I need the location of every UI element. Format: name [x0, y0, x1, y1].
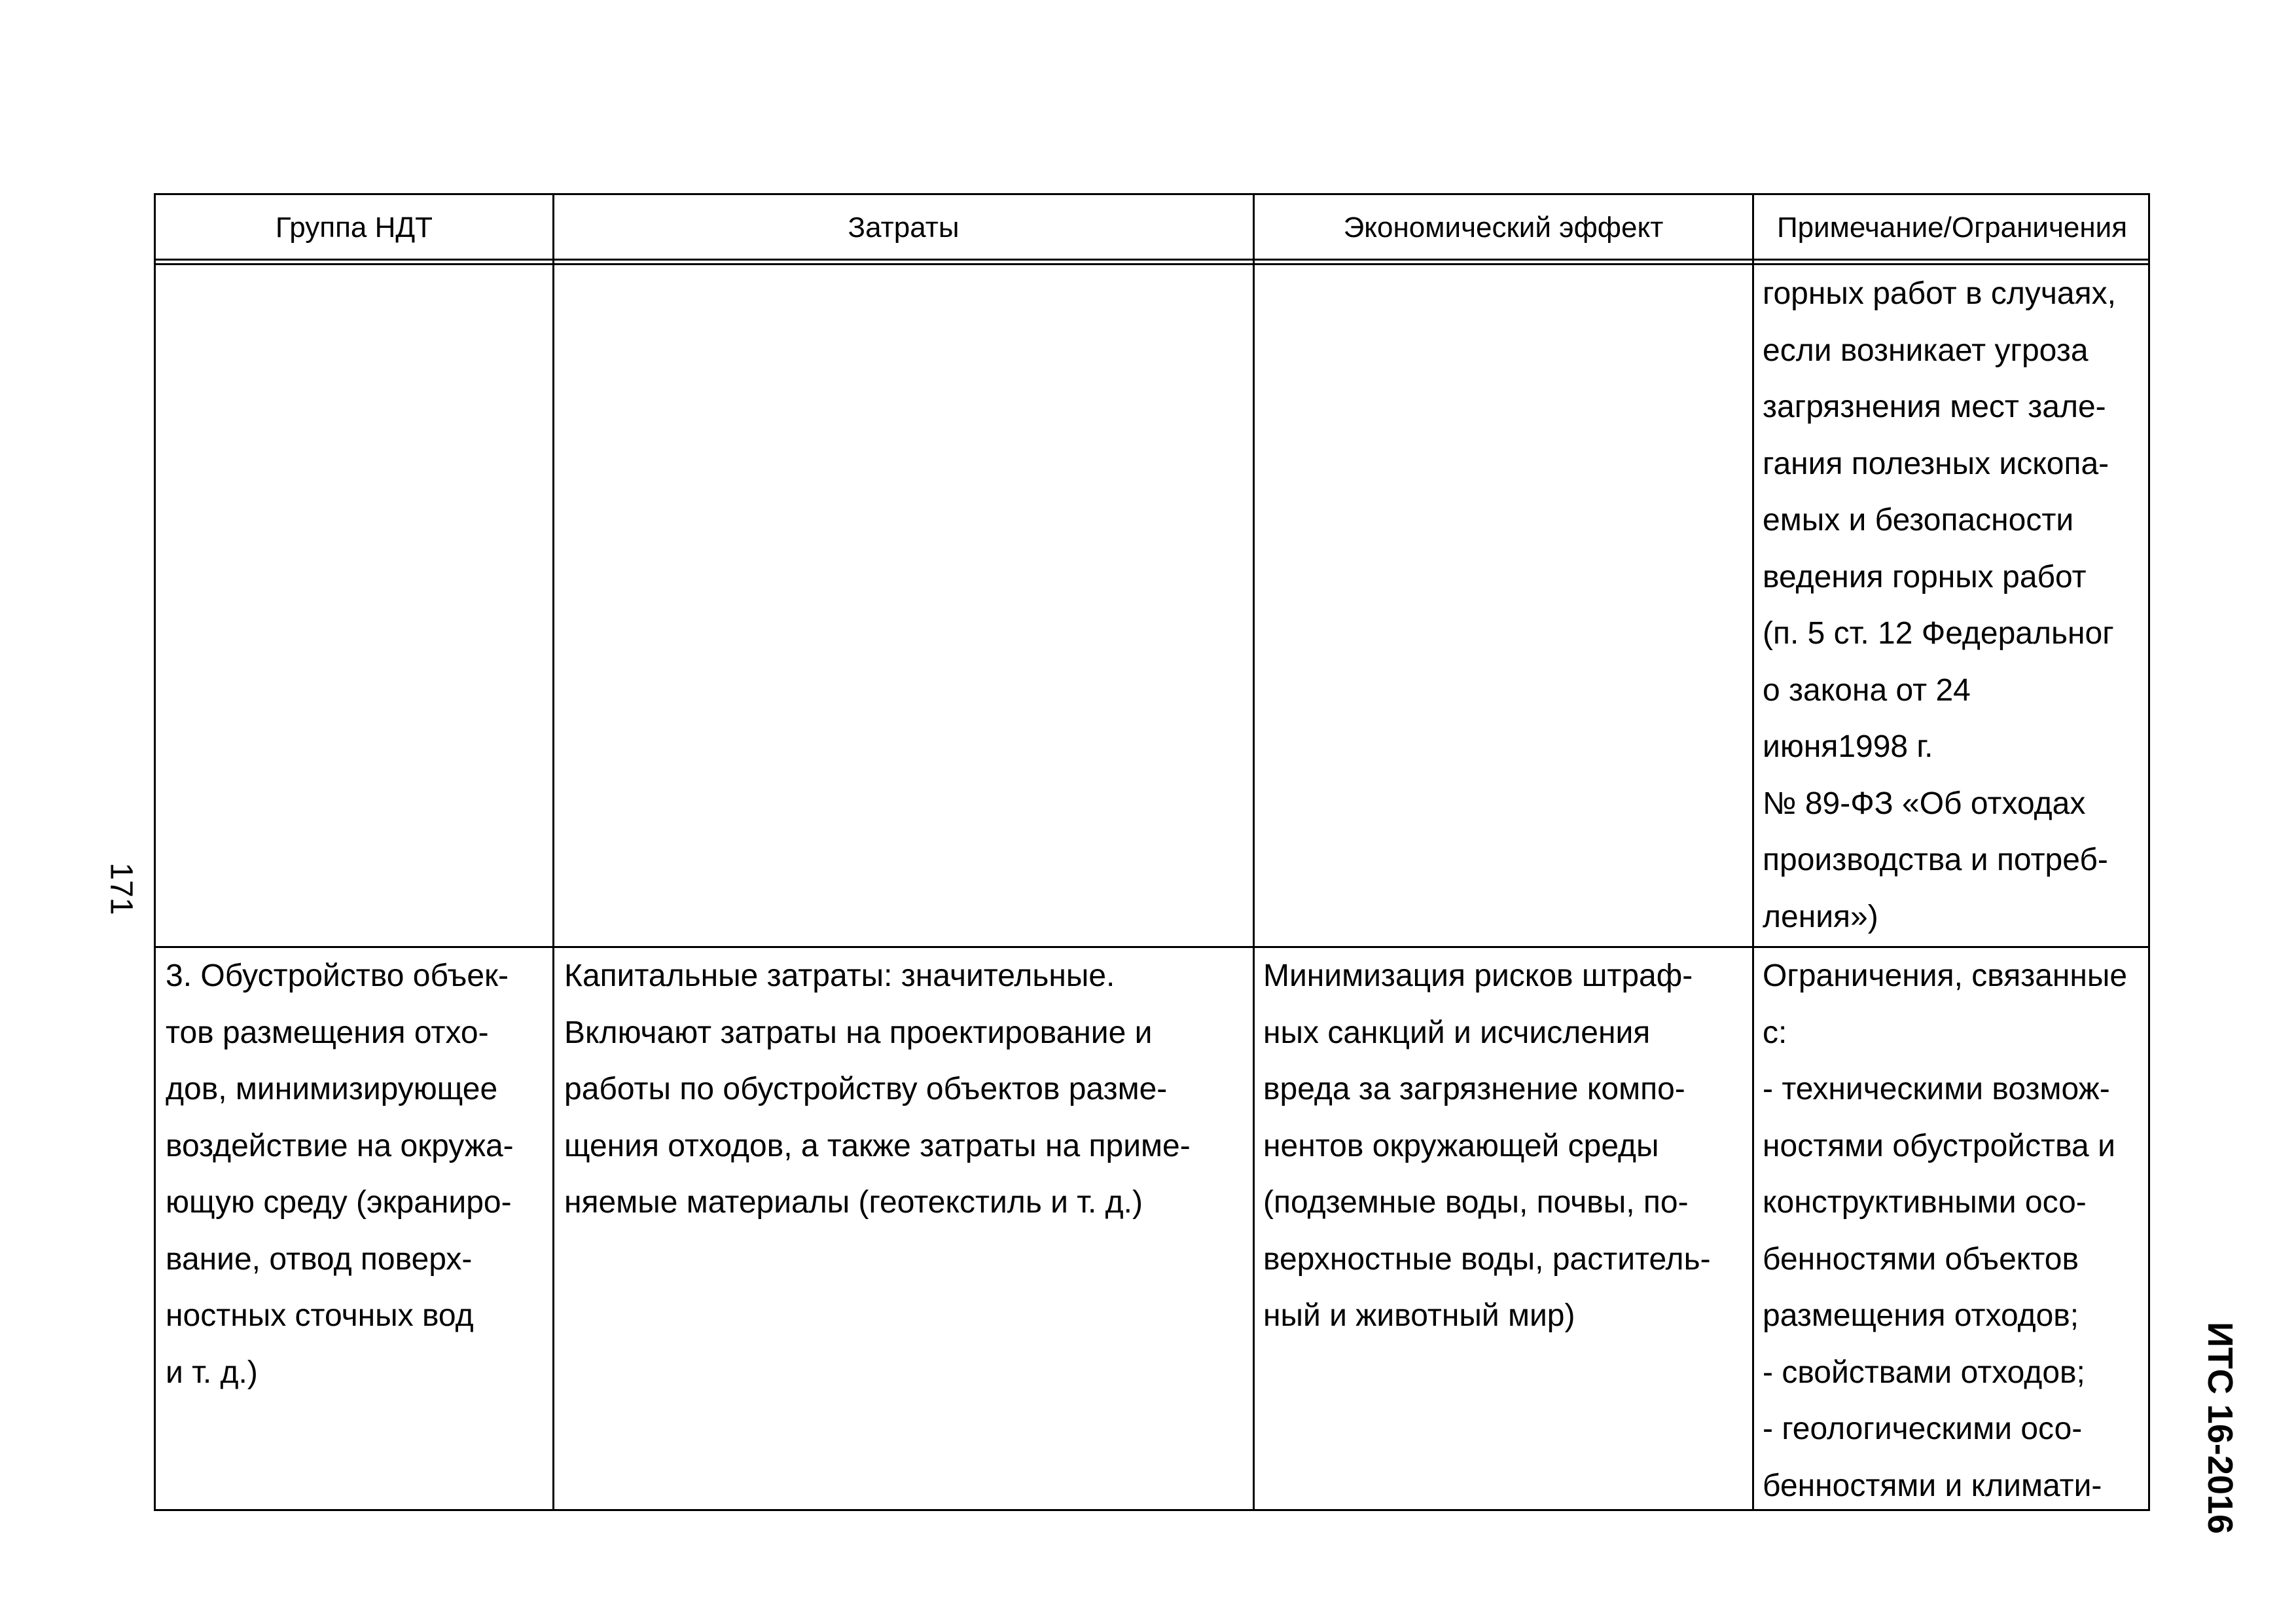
row2-costs-cell: Капитальные затраты: значительные. Включают затраты на проектирование и работы по обустройству объектов разме- щения отходов, а также затраты на приме- няемые материалы (геотекстиль и т. д.) — [564, 958, 1191, 1220]
row2-ndt-group-cell: 3. Обустройство объек- тов размещения отхо- дов, минимизирующее воздействие на окружа- ющую среду (экраниро- вание, отвод поверх- ностных сточных вод и т. д.) — [166, 958, 514, 1390]
page-number: 171 — [103, 862, 139, 915]
row2-economic-effect-cell: Минимизация рисков штраф- ных санкций и исчисления вреда за загрязнение компо- нентов окружающей среды (подземные воды, почвы, по- верхностные воды, раститель- ный и животный мир) — [1263, 958, 1711, 1333]
header-economic-effect: Экономический эффект — [1343, 211, 1664, 244]
row1-notes-cell: горных работ в случаях, если возникает угроза загрязнения мест зале- гания полезных ископа- емых и безопасности ведения горных работ (п. 5 ст. 12 Федеральног о закона от 24 июня1998 г. № 89-ФЗ «Об отходах производства и потреб- ления») — [1763, 276, 2116, 934]
column-divider — [552, 195, 554, 1509]
header-ndt-group: Группа НДТ — [275, 211, 433, 244]
column-divider — [1253, 195, 1255, 1509]
header-notes-limitations: Примечание/Ограничения — [1776, 211, 2128, 244]
column-divider — [1752, 195, 1754, 1509]
header-divider — [156, 263, 2148, 265]
header-costs: Затраты — [848, 211, 960, 244]
document-code: ИТС 16-2016 — [2200, 1322, 2240, 1534]
data-table — [154, 193, 2150, 1511]
row2-notes-cell: Ограничения, связанные с: - техническими возмож- ностями обустройства и конструктивными осо- бенностями объектов размещения отходов; - свойствами отходов; - геологическими осо- бенностями и климати- — [1763, 958, 2128, 1503]
